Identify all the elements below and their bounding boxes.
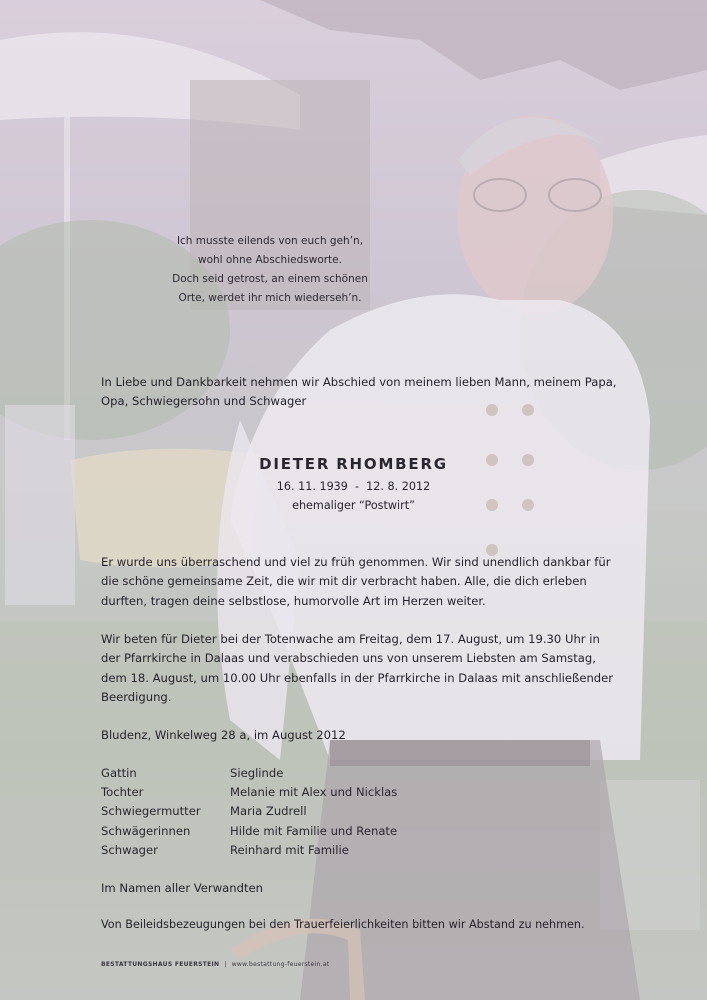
- former-occupation: ehemaliger “Postwirt”: [292, 499, 415, 512]
- funeral-home-name: BESTATTUNGSHAUS FEUERSTEIN: [101, 961, 220, 968]
- service-line: Wir beten für Dieter bei der Totenwache am Freitag, dem 17. August, um 19.30 Uhr in: [101, 632, 600, 646]
- family-names: Sieglinde: [230, 766, 284, 780]
- life-dates: [0, 480, 707, 493]
- tribute-line: die schöne gemeinsame Zeit, die wir mit dir verbracht haben. Alle, die dich erleben: [101, 574, 587, 589]
- intro-line: In Liebe und Dankbarkeit nehmen wir Abschied von meinem lieben Mann, meinem Papa,: [101, 375, 617, 389]
- family-list: [101, 764, 397, 860]
- poem-line: Doch seid getrost, an einem schönen: [172, 273, 368, 285]
- condolence-note: Von Beileidsbezeugungen bei den Trauerfeierlichkeiten bitten wir Abstand zu nehmen.: [101, 918, 585, 931]
- family-row: [101, 822, 397, 841]
- family-names: Melanie mit Alex und Nicklas: [230, 785, 398, 800]
- service-paragraph: [101, 630, 621, 707]
- family-relation: Schwägerinnen: [101, 823, 191, 838]
- life-dates-text: 16. 11. 1939 - 12. 8. 2012: [276, 480, 431, 493]
- service-line: Beerdigung.: [101, 689, 172, 704]
- service-line: der Pfarrkirche in Dalaas und verabschieden uns von unserem Liebsten am Samstag,: [101, 651, 596, 666]
- family-names: Reinhard mit Familie: [230, 842, 349, 857]
- poem-line: Ich musste eilends von euch geh’n,: [176, 235, 364, 247]
- family-row: [101, 841, 397, 860]
- family-row: [101, 764, 397, 783]
- family-names: Maria Zudrell: [230, 804, 307, 819]
- last-name: RHOMBERG: [336, 455, 448, 473]
- family-relation: Schwiegermutter: [101, 804, 201, 819]
- first-name: DIETER: [259, 455, 331, 473]
- family-names: Hilde mit Familie und Renate: [230, 823, 398, 838]
- deceased-name: [0, 455, 707, 473]
- tribute-paragraph: [101, 553, 621, 611]
- family-relation: Gattin: [101, 766, 137, 780]
- intro-line: Opa, Schwiegersohn und Schwager: [101, 394, 307, 409]
- tribute-line: durften, tragen deine selbstlose, humorvolle Art im Herzen weiter.: [101, 593, 486, 608]
- family-relation: Schwager: [101, 842, 158, 857]
- intro-paragraph: [101, 373, 621, 412]
- family-row: [101, 802, 397, 821]
- website-link[interactable]: www.bestattung-feuerstein.at: [231, 961, 330, 968]
- poem-line: Orte, werdet ihr mich wiederseh’n.: [178, 292, 362, 304]
- service-line: dem 18. August, um 10.00 Uhr ebenfalls in der Pfarrkirche in Dalaas mit anschließender: [101, 670, 614, 685]
- poem: [150, 232, 390, 308]
- on-behalf-line: Im Namen aller Verwandten: [101, 881, 264, 895]
- tribute-line: Er wurde uns überraschend und viel zu früh genommen. Wir sind unendlich dankbar für: [101, 555, 611, 569]
- place-and-date: Bludenz, Winkelweg 28 a, im August 2012: [101, 728, 346, 742]
- footer-separator: |: [224, 961, 227, 968]
- poem-line: wohl ohne Abschiedsworte.: [198, 254, 342, 266]
- family-row: [101, 783, 397, 802]
- family-relation: Tochter: [101, 785, 144, 800]
- footer: [101, 961, 329, 968]
